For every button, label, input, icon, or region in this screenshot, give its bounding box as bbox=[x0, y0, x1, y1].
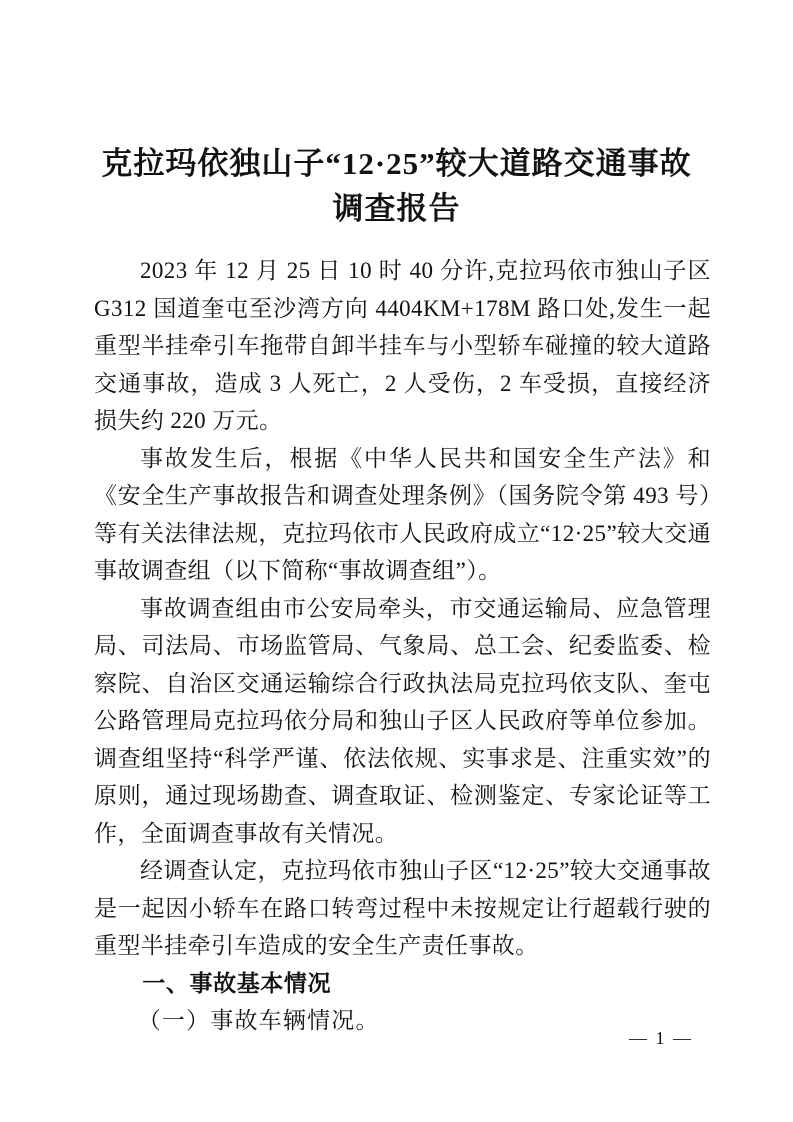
report-title-line-2: 调查报告 bbox=[332, 191, 461, 226]
report-title-line-1: 克拉玛依独山子“12·25”较大道路交通事故 bbox=[101, 146, 692, 181]
page-number: — 1 — bbox=[629, 1028, 693, 1048]
report-title bbox=[42, 141, 751, 231]
report-body bbox=[94, 252, 711, 1040]
paragraph-accident-conclusion: 经调查认定，克拉玛依市独山子区“12·25”较大交通事故是一起因小轿车在路口转弯过程中未按规定让行超载行驶的重型半挂牵引车造成的安全生产责任事故。 bbox=[94, 858, 711, 958]
paragraph-investigation-team-setup: 事故发生后，根据《中华人民共和国安全生产法》和《安全生产事故报告和调查处理条例》（国务院令第 493 号）等有关法律法规，克拉玛依市人民政府成立“12·25”较大交通事故调查组（以下简称“事故调查组”）。 bbox=[94, 445, 711, 583]
section-heading-basic-situation: 一、事故基本情况 bbox=[142, 969, 332, 996]
paragraph-investigation-team-members: 事故调查组由市公安局牵头，市交通运输局、应急管理局、司法局、市场监管局、气象局、总工会、纪委监委、检察院、自治区交通运输综合行政执法局克拉玛依支队、奎屯公路管理局克拉玛依分局和独山子区人民政府等单位参加。调查组坚持“科学严谨、依法依规、实事求是、注重实效”的原则，通过现场勘查、调查取证、检测鉴定、专家论证等工作，全面调查事故有关情况。 bbox=[94, 595, 711, 846]
paragraph-accident-overview: 2023 年 12 月 25 日 10 时 40 分许,克拉玛依市独山子区 G312 国道奎屯至沙湾方向 4404KM+178M 路口处,发生一起重型半挂牵引车拖带自卸半挂车与小型轿车碰撞的较大道路交通事故，造成 3 人死亡，2 人受伤，2 车受损，直接经济损失约 220 万元。 bbox=[94, 258, 711, 433]
subsection-heading-vehicle-situation: （一）事故车辆情况。 bbox=[137, 1008, 380, 1033]
